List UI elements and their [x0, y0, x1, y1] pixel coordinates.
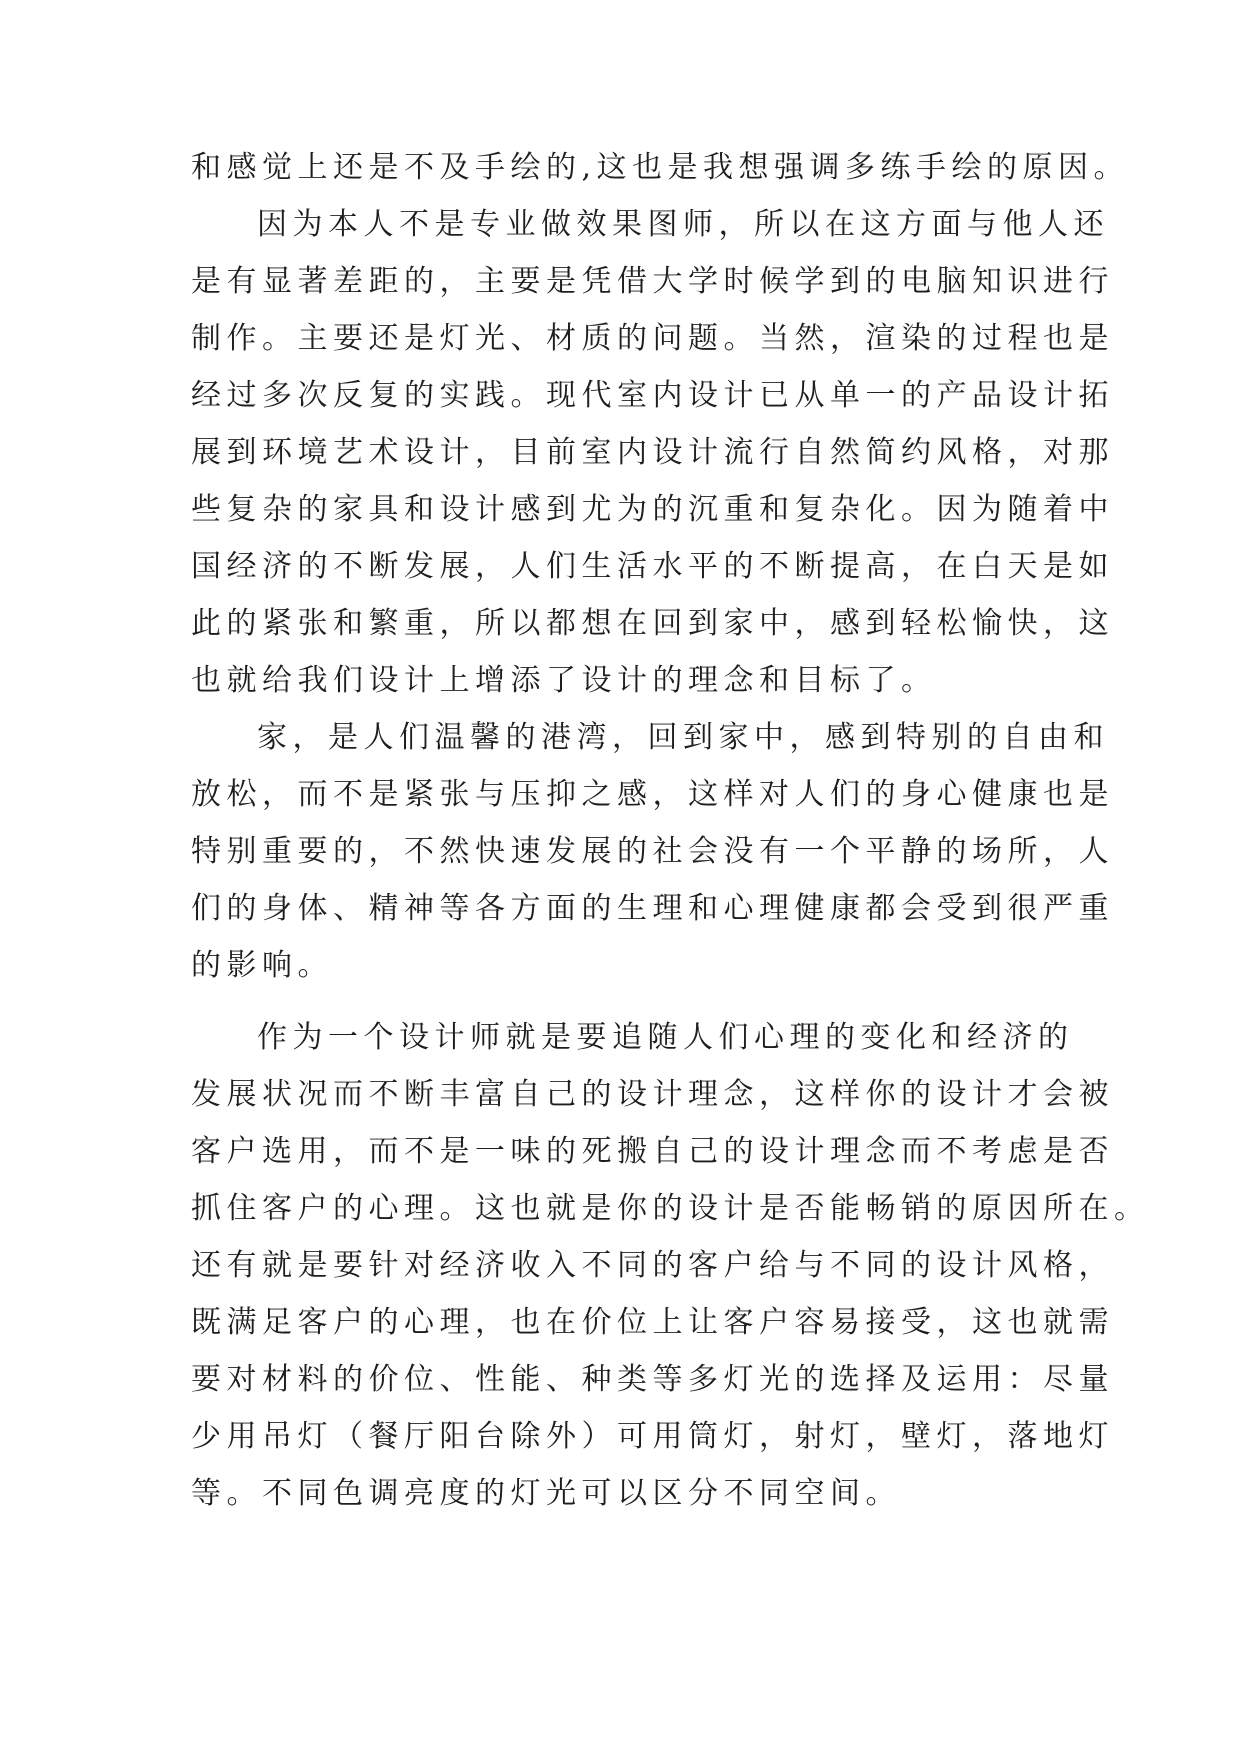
text-line: 客户选用，而不是一味的死搬自己的设计理念而不考虑是否 [191, 1134, 1114, 1169]
text-line: 抓住客户的心理。这也就是你的设计是否能畅销的原因所在。 [191, 1191, 1150, 1226]
text-line: 是有显著差距的，主要是凭借大学时候学到的电脑知识进行 [191, 264, 1114, 299]
paragraph-start-line: 因为本人不是专业做效果图师，所以在这方面与他人还 [257, 207, 1109, 242]
text-line: 也就给我们设计上增添了设计的理念和目标了。 [191, 663, 937, 698]
text-line: 的影响。 [191, 948, 333, 983]
text-line: 国经济的不断发展，人们生活水平的不断提高，在白天是如 [191, 549, 1114, 584]
text-line: 发展状况而不断丰富自己的设计理念，这样你的设计才会被 [191, 1077, 1114, 1112]
text-line: 们的身体、精神等各方面的生理和心理健康都会受到很严重 [191, 891, 1114, 926]
text-line: 些复杂的家具和设计感到尤为的沉重和复杂化。因为随着中 [191, 492, 1114, 527]
text-line: 放松，而不是紧张与压抑之感，这样对人们的身心健康也是 [191, 777, 1114, 812]
text-line: 少用吊灯（餐厅阳台除外）可用筒灯，射灯，壁灯，落地灯 [191, 1419, 1114, 1454]
text-line: 经过多次反复的实践。现代室内设计已从单一的产品设计拓 [191, 378, 1114, 413]
text-line: 制作。主要还是灯光、材质的问题。当然，渲染的过程也是 [191, 321, 1114, 356]
text-line: 既满足客户的心理，也在价位上让客户容易接受，这也就需 [191, 1305, 1114, 1340]
text-line: 和感觉上还是不及手绘的,这也是我想强调多练手绘的原因。 [191, 150, 1130, 185]
text-line: 此的紧张和繁重，所以都想在回到家中，感到轻松愉快，这 [191, 606, 1114, 641]
text-line: 展到环境艺术设计，目前室内设计流行自然简约风格，对那 [191, 435, 1114, 470]
paragraph-start-line: 作为一个设计师就是要追随人们心理的变化和经济的 [257, 1020, 1074, 1055]
text-line: 特别重要的，不然快速发展的社会没有一个平静的场所，人 [191, 834, 1114, 869]
text-line: 要对材料的价位、性能、种类等多灯光的选择及运用：尽量 [191, 1362, 1114, 1397]
text-line: 还有就是要针对经济收入不同的客户给与不同的设计风格， [191, 1248, 1114, 1283]
paragraph-start-line: 家，是人们温馨的港湾，回到家中，感到特别的自由和 [257, 720, 1109, 755]
text-line: 等。不同色调亮度的灯光可以区分不同空间。 [191, 1476, 901, 1511]
